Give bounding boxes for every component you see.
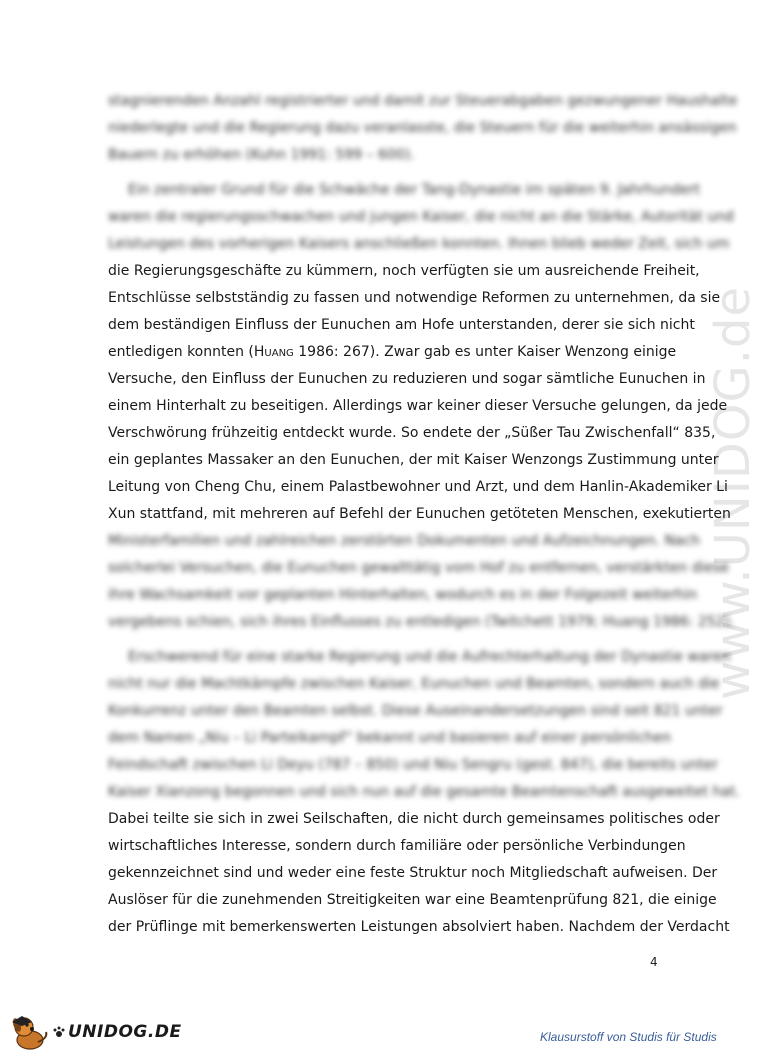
citation-author: Huang <box>253 344 294 360</box>
text-line: dem Namen „Niu – Li Parteikampf“ bekannt und basieren auf einer persönlichen <box>108 730 672 746</box>
text-line: Erschwerend für eine starke Regierung und die Aufrechterhaltung der Dynastie waren <box>128 649 731 665</box>
text-line: Dabei teilte sie sich in zwei Seilschaften, die nicht durch gemeinsames politisches oder <box>108 811 720 827</box>
text-line: ihre Wachsamkeit vor geplanten Hinterhalten, wodurch es in der Folgezeit weiterhin <box>108 587 698 603</box>
citation-pre: entledigen konnten ( <box>108 344 254 360</box>
text-line-citation <box>108 339 677 366</box>
text-line: waren die regierungsschwachen und jungen Kaiser, die nicht an die Stärke, Autorität und <box>108 209 734 225</box>
text-line: niederlegte und die Regierung dazu veranlasste, die Steuern für die weiterhin ansässigen <box>108 120 737 136</box>
text-line: ein geplantes Massaker an den Eunuchen, der mit Kaiser Wenzongs Zustimmung unter <box>108 452 719 468</box>
text-line: Ministerfamilien und zahlreichen zerstörten Dokumenten und Aufzeichnungen. Nach <box>108 533 700 549</box>
text-line: Kaiser Xianzong begonnen und sich nun auf die gesamte Beamtenschaft ausgeweitet hat. <box>108 784 740 800</box>
text-line: Verschwörung frühzeitig entdeckt wurde. So endete der „Süßer Tau Zwischenfall“ 835, <box>108 425 716 441</box>
text-line: die Regierungsgeschäfte zu kümmern, noch verfügten sie um ausreichende Freiheit, <box>108 263 700 279</box>
text-line: wirtschaftliches Interesse, sondern durch familiäre oder persönliche Verbindungen <box>108 838 686 854</box>
text-line: stagnierenden Anzahl registrierter und damit zur Steuerabgaben gezwungener Haushalte <box>108 93 738 109</box>
text-line: dem beständigen Einfluss der Eunuchen am Hofe unterstanden, derer sie sich nicht <box>108 317 695 333</box>
dog-mascot-icon <box>8 1012 52 1052</box>
text-line: Ein zentraler Grund für die Schwäche der Tang-Dynastie im späten 9. Jahrhundert <box>128 182 701 198</box>
text-line: Leitung von Cheng Chu, einem Palastbewohner und Arzt, und dem Hanlin-Akademiker Li <box>108 479 728 495</box>
unidog-logo[interactable] <box>8 1012 182 1052</box>
text-line: einem Hinterhalt zu beseitigen. Allerdings war keiner dieser Versuche gelungen, da jede <box>108 398 728 414</box>
text-line: Feindschaft zwischen Li Deyu (787 – 850) und Niu Sengru (gest. 847), die bereits unter <box>108 757 718 773</box>
text-line: nicht nur die Machtkämpfe zwischen Kaiser, Eunuchen und Beamten, sondern auch die <box>108 676 720 692</box>
text-line: der Prüflinge mit bemerkenswerten Leistungen absolviert haben. Nachdem der Verdacht <box>108 919 730 935</box>
text-line: Leistungen des vorherigen Kaisers anschließen konnten. Ihnen blieb weder Zeit, sich um <box>108 236 730 252</box>
text-line: Konkurrenz unter den Beamten selbst. Diese Auseinandersetzungen sind seit 821 unter <box>108 703 723 719</box>
text-line: solcherlei Versuchen, die Eunuchen gewalttätig vom Hof zu entfernen, verstärkten diese <box>108 560 729 576</box>
text-line: Bauern zu erhöhen (Kuhn 1991: 599 – 600). <box>108 147 415 163</box>
citation-post: 1986: 267). Zwar gab es unter Kaiser Wenzong einige <box>293 344 677 360</box>
logo-text: UNIDOG.DE <box>68 1022 182 1042</box>
paw-icon <box>52 1025 66 1039</box>
text-line: Versuche, den Einfluss der Eunuchen zu reduzieren und sogar sämtliche Eunuchen in <box>108 371 706 387</box>
text-line: Entschlüsse selbstständig zu fassen und notwendige Reformen zu unternehmen, da sie <box>108 290 721 306</box>
footer-slogan: Klausurstoff von Studis für Studis <box>540 1030 717 1044</box>
text-line: Xun stattfand, mit mehreren auf Befehl der Eunuchen getöteten Menschen, exekutierten <box>108 506 731 522</box>
page-number: 4 <box>650 955 658 969</box>
watermark: www.UNIDOG.de <box>705 285 761 700</box>
text-line: Auslöser für die zunehmenden Streitigkeiten war eine Beamtenprüfung 821, die einige <box>108 892 717 908</box>
text-line: gekennzeichnet sind und weder eine feste Struktur noch Mitgliedschaft aufweisen. Der <box>108 865 718 881</box>
text-line: vergebens schien, sich ihres Einflusses zu entledigen (Twitchett 1979; Huang 1986: 252). <box>108 614 735 630</box>
